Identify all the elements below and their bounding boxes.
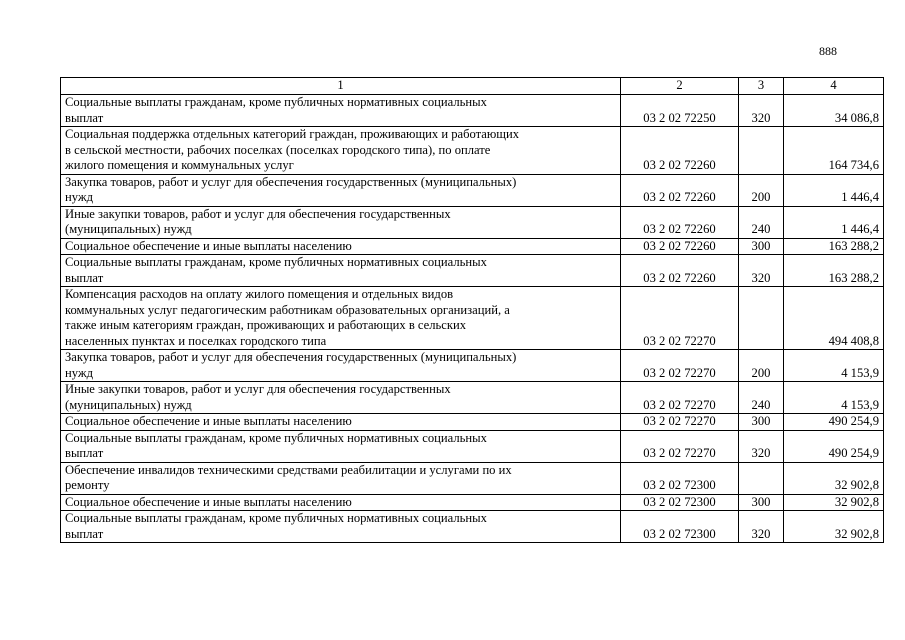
expense-name-line: (муниципальных) нужд — [65, 397, 192, 412]
table-row — [61, 430, 884, 462]
expense-name — [61, 382, 621, 414]
amount: 1 446,4 — [784, 174, 884, 206]
expense-name-line: Социальные выплаты гражданам, кроме публичных нормативных социальных — [65, 430, 487, 445]
expense-name-line: Социальное обеспечение и иные выплаты населению — [65, 494, 352, 509]
target-article-code: 03 2 02 72270 — [621, 350, 739, 382]
target-article-code: 03 2 02 72260 — [621, 174, 739, 206]
amount: 163 288,2 — [784, 255, 884, 287]
expense-name-line: выплат — [65, 270, 104, 285]
expense-name — [61, 287, 621, 350]
column-header-2: 2 — [621, 78, 739, 95]
expense-name — [61, 414, 621, 431]
expense-type-code: 320 — [739, 255, 784, 287]
table-row — [61, 382, 884, 414]
expense-type-code: 200 — [739, 350, 784, 382]
column-header-4: 4 — [784, 78, 884, 95]
table-row — [61, 511, 884, 543]
column-header-3: 3 — [739, 78, 784, 95]
target-article-code: 03 2 02 72260 — [621, 255, 739, 287]
expense-type-code: 240 — [739, 382, 784, 414]
expense-name-line: Социальные выплаты гражданам, кроме публичных нормативных социальных — [65, 255, 487, 269]
target-article-code: 03 2 02 72300 — [621, 462, 739, 494]
budget-table — [60, 77, 884, 543]
expense-name — [61, 238, 621, 255]
amount: 32 902,8 — [784, 511, 884, 543]
amount: 494 408,8 — [784, 287, 884, 350]
page-number: 888 — [819, 44, 837, 58]
expense-type-code: 320 — [739, 511, 784, 543]
expense-name — [61, 462, 621, 494]
amount: 4 153,9 — [784, 382, 884, 414]
expense-name-line: Социальное обеспечение и иные выплаты населению — [65, 414, 352, 428]
target-article-code: 03 2 02 72260 — [621, 238, 739, 255]
target-article-code: 03 2 02 72270 — [621, 382, 739, 414]
amount: 1 446,4 — [784, 206, 884, 238]
expense-name-line: нужд — [65, 190, 93, 204]
table-header — [61, 78, 884, 95]
expense-name — [61, 494, 621, 511]
expense-type-code: 300 — [739, 238, 784, 255]
expense-name — [61, 511, 621, 543]
expense-type-code — [739, 127, 784, 175]
expense-name-line: ремонту — [65, 478, 110, 492]
expense-name-line: Компенсация расходов на оплату жилого помещения и отдельных видов — [65, 287, 454, 301]
amount: 163 288,2 — [784, 238, 884, 255]
expense-name-line: в сельской местности, рабочих поселках (поселках городского типа), по оплате — [65, 142, 491, 157]
expense-name-line: Социальная поддержка отдельных категорий граждан, проживающих и работающих — [65, 127, 520, 141]
expense-name — [61, 127, 621, 175]
expense-name — [61, 255, 621, 287]
expense-type-code: 300 — [739, 414, 784, 431]
amount: 34 086,8 — [784, 95, 884, 127]
expense-name-line: нужд — [65, 365, 93, 380]
table-row — [61, 174, 884, 206]
header-row — [61, 78, 884, 95]
target-article-code: 03 2 02 72300 — [621, 511, 739, 543]
amount: 490 254,9 — [784, 414, 884, 431]
table-row — [61, 255, 884, 287]
table-row — [61, 206, 884, 238]
expense-name — [61, 206, 621, 238]
expense-name-line: выплат — [65, 110, 104, 125]
expense-name-line: выплат — [65, 446, 104, 460]
expense-name-line: Социальные выплаты гражданам, кроме публичных нормативных социальных — [65, 511, 487, 525]
target-article-code: 03 2 02 72260 — [621, 127, 739, 175]
expense-type-code — [739, 462, 784, 494]
expense-name — [61, 174, 621, 206]
expense-name — [61, 430, 621, 462]
expense-name-line: (муниципальных) нужд — [65, 222, 192, 236]
table-row — [61, 95, 884, 127]
table-row — [61, 414, 884, 431]
table-body — [61, 95, 884, 543]
amount: 32 902,8 — [784, 494, 884, 511]
expense-name-line: жилого помещения и коммунальных услуг — [65, 158, 294, 172]
expense-name — [61, 350, 621, 382]
expense-name-line: Иные закупки товаров, работ и услуг для обеспечения государственных — [65, 206, 451, 221]
target-article-code: 03 2 02 72270 — [621, 287, 739, 350]
expense-name-line: населенных пунктах и поселках городского типа — [65, 333, 327, 348]
column-header-1: 1 — [61, 78, 621, 95]
expense-type-code: 320 — [739, 430, 784, 462]
expense-name-line: также иным категориям граждан, проживающих и работающих в сельских — [65, 318, 467, 332]
expense-name-line: Закупка товаров, работ и услуг для обеспечения государственных (муниципальных) — [65, 350, 517, 364]
expense-name-line: Социальные выплаты гражданам, кроме публичных нормативных социальных — [65, 95, 487, 109]
amount: 490 254,9 — [784, 430, 884, 462]
expense-type-code: 200 — [739, 174, 784, 206]
amount: 164 734,6 — [784, 127, 884, 175]
target-article-code: 03 2 02 72270 — [621, 430, 739, 462]
table-row — [61, 127, 884, 175]
amount: 32 902,8 — [784, 462, 884, 494]
expense-name-line: коммунальных услуг педагогическим работникам образовательных организаций, а — [65, 302, 510, 317]
table-row — [61, 350, 884, 382]
expense-type-code — [739, 287, 784, 350]
table-row — [61, 238, 884, 255]
expense-name-line: Иные закупки товаров, работ и услуг для обеспечения государственных — [65, 382, 451, 396]
expense-name — [61, 95, 621, 127]
table-row — [61, 494, 884, 511]
expense-name-line: выплат — [65, 526, 104, 541]
table-row — [61, 287, 884, 350]
target-article-code: 03 2 02 72250 — [621, 95, 739, 127]
expense-name-line: Социальное обеспечение и иные выплаты населению — [65, 238, 352, 253]
table-row — [61, 462, 884, 494]
target-article-code: 03 2 02 72260 — [621, 206, 739, 238]
target-article-code: 03 2 02 72300 — [621, 494, 739, 511]
expense-name-line: Обеспечение инвалидов техническими средствами реабилитации и услугами по их — [65, 462, 512, 477]
expense-name-line: Закупка товаров, работ и услуг для обеспечения государственных (муниципальных) — [65, 174, 517, 189]
amount: 4 153,9 — [784, 350, 884, 382]
expense-type-code: 320 — [739, 95, 784, 127]
target-article-code: 03 2 02 72270 — [621, 414, 739, 431]
expense-type-code: 300 — [739, 494, 784, 511]
expense-type-code: 240 — [739, 206, 784, 238]
